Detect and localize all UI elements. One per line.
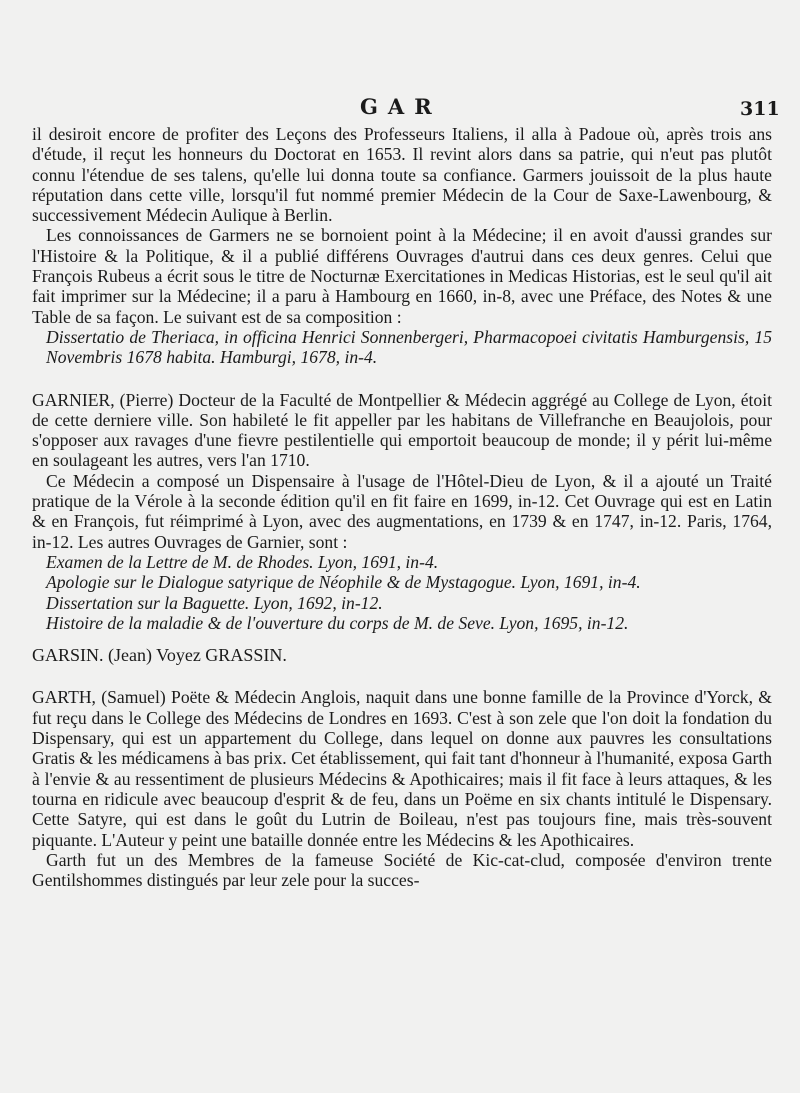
garnier-reference-4: Histoire de la maladie & de l'ouverture du corps de M. de Seve. Lyon, 1695, in-12.: [46, 612, 629, 633]
running-head: GAR: [360, 94, 442, 119]
section-gap: [32, 633, 772, 645]
section-gap: [32, 665, 772, 687]
garnier-reference-3: Dissertation sur la Baguette. Lyon, 1692, in-12.: [46, 592, 383, 613]
garmers-paragraph-1: il desiroit encore de profiter des Leçons des Professeurs Italiens, il alla à Padoue où, après trois ans d'étude, il reçut les honneurs du Doctorat en 1653. Il revint alors dans sa patrie, qui n'eut pas plutôt connu l'étendue de ses talens, qu'elle lui donna toute sa confiance. Garmers jouissoit de la plus haute réputation dans cette ville, lorsqu'il fut nommé premier Médecin de la Cour de Saxe-Lawenbourg, & successivement Médecin Aulique à Berlin.: [32, 124, 772, 226]
section-gap: [32, 368, 772, 390]
garnier-reference-2: Apologie sur le Dialogue satyrique de Néophile & de Mystagogue. Lyon, 1691, in-4.: [46, 572, 641, 593]
garmers-reference-1: Dissertatio de Theriaca, in officina Henrici Sonnenbergeri, Pharmacopoei civitatis Hamburgensis, 15 Novembris 1678 habita. Hamburgi, 1678, in-4.: [46, 326, 772, 368]
garnier-paragraph-1: GARNIER, (Pierre) Docteur de la Faculté de Montpellier & Médecin aggrégé au College de Lyon, étoit de cette derniere ville. Son habileté le fit appeller par les habitans de Villefranche en Beaujolois, pour s'opposer aux ravages d'une fievre pestilentielle qui emportoit beaucoup de monde; il y périt lui-même en soulageant les autres, vers l'an 1710.: [32, 389, 772, 471]
garmers-paragraph-2: Les connoissances de Garmers ne se bornoient point à la Médecine; il en avoit d'aussi grandes sur l'Histoire & la Politique, & il a publié différens Ouvrages d'autrui dans ces deux genres. Celui que François Rubeus a écrit sous le titre de Nocturnæ Exercitationes in Medicas Historias, est le seul qu'il ait fait imprimer sur la Médecine; il a paru à Hambourg en 1660, in-8, avec une Préface, des Notes & une Table de sa façon. Le suivant est de sa composition :: [32, 225, 772, 327]
garth-paragraph-1: GARTH, (Samuel) Poëte & Médecin Anglois, naquit dans une bonne famille de la Province d'Yorck, & fut reçu dans le College des Médecins de Londres en 1693. C'est à son zele que l'on doit la fondation du Dispensary, qui est un appartement du College, dans lequel on donne aux pauvres les consultations Gratis & les médicamens à bas prix. Cet établissement, qui fait tant d'honneur à l'humanité, exposa Garth à l'envie & au ressentiment de plusieurs Médecins & Apothicaires; mais il fit face à leurs attaques, & les tourna en ridicule avec beaucoup d'esprit & de feu, dans un Poëme en six chants intitulé le Dispensary. Cette Satyre, qui est dans le goût du Lutrin de Boileau, n'est pas toujours fine, mais très-souvent piquante. L'Auteur y peint une bataille donnée entre les Médecins & les Apothicaires.: [32, 687, 772, 850]
page-number: 311: [740, 98, 780, 120]
garsin-entry: GARSIN. (Jean) Voyez GRASSIN.: [32, 645, 287, 666]
garth-paragraph-2: Garth fut un des Membres de la fameuse Société de Kic-cat-clud, composée d'environ trente Gentilshommes distingués par leur zele pour la succes-: [32, 849, 772, 891]
page-header: [0, 94, 800, 124]
garnier-paragraph-2: Ce Médecin a composé un Dispensaire à l'usage de l'Hôtel-Dieu de Lyon, & il a ajouté un Traité pratique de la Vérole à la seconde édition qu'il en fit faire en 1699, in-12. Cet Ouvrage qui est en Latin & en François, fut réimprimé à Lyon, avec des augmentations, en 1739 & en 1747, in-12. Paris, 1764, in-12. Les autres Ouvrages de Garnier, sont :: [32, 470, 772, 552]
page-text: [32, 124, 772, 890]
garnier-reference-1: Examen de la Lettre de M. de Rhodes. Lyon, 1691, in-4.: [46, 551, 439, 572]
